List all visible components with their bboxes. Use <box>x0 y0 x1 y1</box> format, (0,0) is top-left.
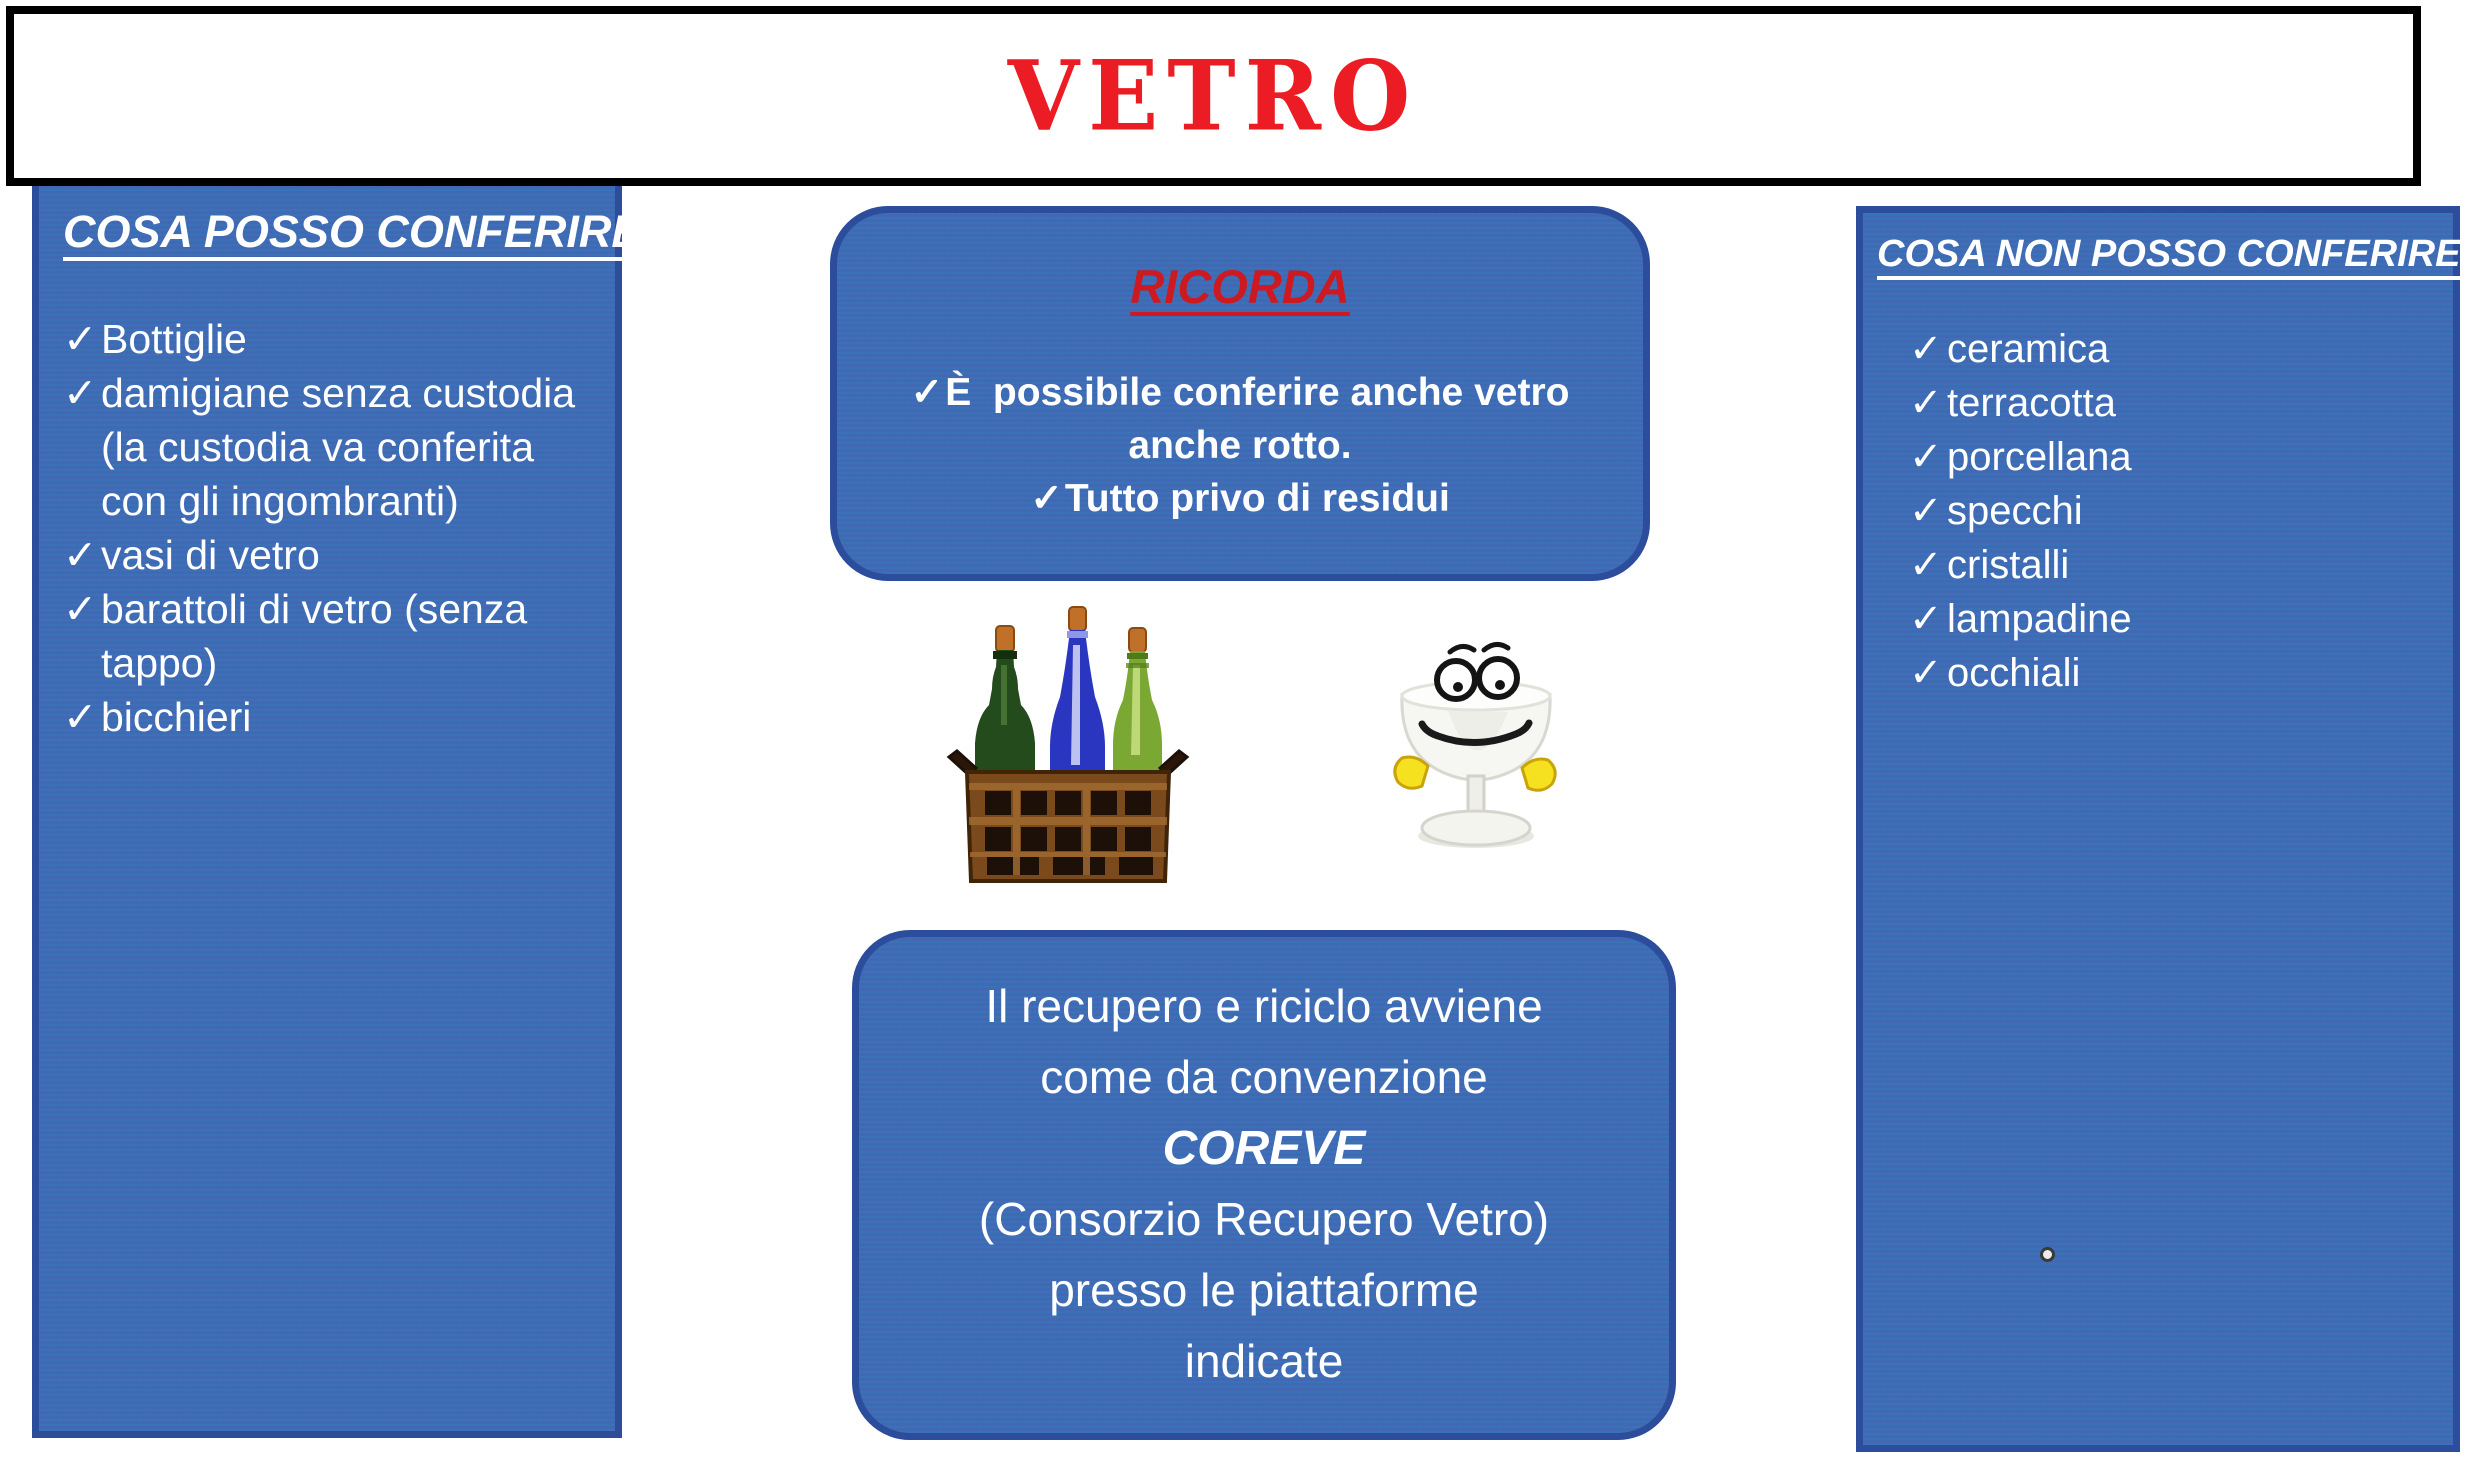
list-item-continuation <box>63 474 597 528</box>
list-item-label: vasi di vetro <box>101 532 320 578</box>
list-item <box>1909 430 2439 484</box>
info-line: presso le piattaforme <box>1049 1264 1479 1316</box>
check-icon: ✓ <box>1909 543 1943 587</box>
ricorda-line-text: È possibile conferire anche vetro <box>945 371 1570 414</box>
check-icon: ✓ <box>63 370 98 416</box>
check-icon: ✓ <box>1909 381 1943 425</box>
info-box <box>852 930 1676 1440</box>
check-icon: ✓ <box>910 371 944 414</box>
list-item-continuation <box>63 420 597 474</box>
check-icon: ✓ <box>1909 651 1943 695</box>
check-icon: ✓ <box>1909 489 1943 533</box>
right-panel-list <box>1909 322 2439 700</box>
list-item-label: tappo) <box>101 640 218 686</box>
ricorda-box <box>830 206 1650 581</box>
list-item <box>63 690 597 744</box>
list-item-label: occhiali <box>1947 651 2081 695</box>
list-item <box>63 312 597 366</box>
left-panel-header: COSA POSSO CONFERIRE <box>63 206 642 257</box>
list-item <box>1909 646 2439 700</box>
ricorda-lines <box>837 366 1643 525</box>
green-bottle-icon <box>975 626 1035 785</box>
basket-body-icon <box>967 772 1169 881</box>
eyebrow-icon <box>1484 644 1508 650</box>
list-item <box>1909 592 2439 646</box>
poster-title: VETRO <box>1007 39 1420 153</box>
list-item <box>63 366 597 420</box>
list-item-label: barattoli di vetro (senza <box>101 586 528 632</box>
left-panel-list <box>63 312 597 744</box>
ricorda-title: RICORDA <box>1130 260 1350 313</box>
info-line: (Consorzio Recupero Vetro) <box>978 1193 1550 1245</box>
info-line-coreve: COREVE <box>1162 1122 1366 1175</box>
check-icon: ✓ <box>63 586 98 632</box>
list-item-label: bicchieri <box>101 694 252 740</box>
list-item-label: damigiane senza custodia <box>101 370 576 416</box>
check-icon: ✓ <box>1030 477 1063 520</box>
panel-cosa-posso-conferire <box>32 186 642 1438</box>
eyebrow-icon <box>1450 646 1474 652</box>
check-icon: ✓ <box>1909 435 1943 479</box>
ricorda-line <box>837 472 1643 525</box>
title-banner <box>6 6 2421 186</box>
list-item <box>63 582 597 636</box>
right-panel-header: COSA NON POSSO CONFERIRE <box>1877 233 2461 275</box>
list-item <box>1909 322 2439 376</box>
check-icon: ✓ <box>63 532 98 578</box>
list-item <box>1909 538 2439 592</box>
blue-bottle-icon <box>1050 607 1105 790</box>
list-item-label: Bottiglie <box>101 316 247 362</box>
list-item <box>1909 376 2439 430</box>
list-item-label: terracotta <box>1947 381 2116 425</box>
bottle-basket-image <box>943 605 1193 885</box>
glass-stem-icon <box>1418 776 1534 848</box>
info-line: Il recupero e riciclo avviene <box>985 980 1543 1032</box>
list-item-label: con gli ingombranti) <box>101 478 459 524</box>
ricorda-line <box>837 419 1643 472</box>
ricorda-line <box>837 366 1643 419</box>
light-green-bottle-icon <box>1113 628 1162 787</box>
info-line: indicate <box>1184 1335 1344 1387</box>
ricorda-line-text: anche rotto. <box>1128 424 1352 467</box>
list-item-label: cristalli <box>1947 543 2070 587</box>
panel-cosa-non-posso-conferire <box>1856 206 2460 1452</box>
check-icon: ✓ <box>1909 327 1943 371</box>
list-item-label: porcellana <box>1947 435 2132 479</box>
check-icon: ✓ <box>1909 597 1943 641</box>
list-item-continuation <box>63 636 597 690</box>
check-icon: ✓ <box>63 694 98 740</box>
list-item <box>1909 484 2439 538</box>
list-item <box>63 528 597 582</box>
list-item-label: lampadine <box>1947 597 2132 641</box>
yellow-hand-icon <box>1522 759 1555 790</box>
list-item-label: ceramica <box>1947 327 2110 371</box>
info-line: come da convenzione <box>1040 1051 1488 1103</box>
check-icon: ✓ <box>63 316 98 362</box>
ricorda-line-text: Tutto privo di residui <box>1064 477 1450 520</box>
list-item-label: specchi <box>1947 489 2083 533</box>
yellow-hand-icon <box>1395 757 1428 788</box>
scan-artifact-dot <box>2040 1247 2055 1262</box>
glass-character-image <box>1388 640 1563 852</box>
list-item-label: (la custodia va conferita <box>101 424 535 470</box>
